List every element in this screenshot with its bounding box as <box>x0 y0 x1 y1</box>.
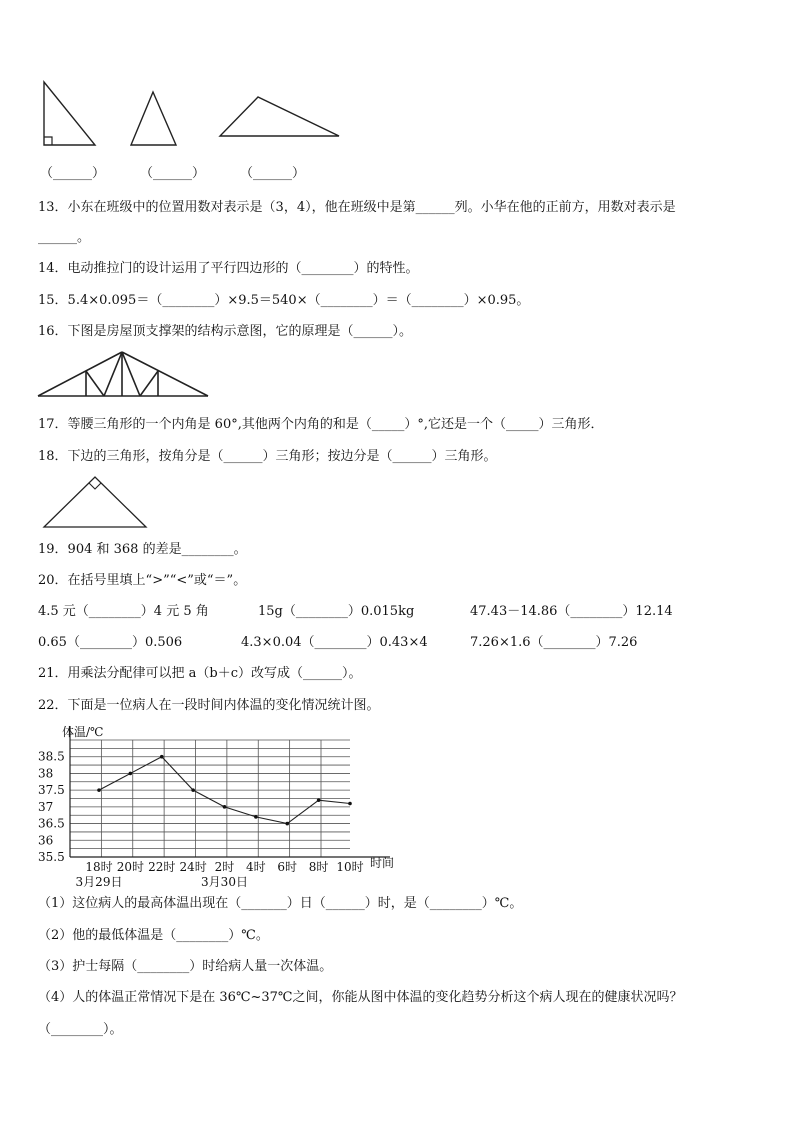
q12-blank-2[interactable]: （______） <box>140 166 206 181</box>
y-tick-label: 37.5 <box>38 783 65 798</box>
q12-blank-3[interactable]: （______） <box>240 166 306 181</box>
question-22-sub2: （2）他的最低体温是（________）℃。 <box>38 928 269 943</box>
x-tick-label: 8时 <box>308 860 329 874</box>
question-22-sub3: （3）护士每隔（________）时给病人量一次体温。 <box>38 959 333 974</box>
data-point <box>97 788 101 792</box>
data-point <box>160 755 164 759</box>
data-point <box>254 815 258 819</box>
question-20-title: 20．在括号里填上“>”“<”或“＝”。 <box>38 573 247 588</box>
x-tick-label: 4时 <box>246 860 266 874</box>
x-axis-label: 时间 <box>370 856 395 870</box>
data-point <box>191 788 195 792</box>
q20-item-1[interactable]: 4.5 元（________）4 元 5 角 <box>38 604 209 619</box>
question-22-title: 22．下面是一位病人在一段时间内体温的变化情况统计图。 <box>38 698 380 713</box>
y-tick-label: 36.5 <box>38 816 65 831</box>
data-point <box>348 802 352 806</box>
question-21: 21．用乘法分配律可以把 a（b＋c）改写成（______）。 <box>38 666 362 681</box>
question-19: 19．904 和 368 的差是________。 <box>38 542 247 557</box>
y-tick-label: 38.5 <box>38 749 65 764</box>
x-tick-label: 18时 <box>85 860 113 874</box>
x-tick-label: 2时 <box>214 860 235 874</box>
y-axis-label: 体温/℃ <box>62 725 104 739</box>
question-14: 14．电动推拉门的设计运用了平行四边形的（________）的特性。 <box>38 261 419 276</box>
q20-item-6[interactable]: 7.26×1.6（________）7.26 <box>470 635 638 650</box>
x-tick-label: 22时 <box>148 860 176 874</box>
question-22-sub4-answer[interactable]: （________）。 <box>38 1022 123 1037</box>
question-22-sub1: （1）这位病人的最高体温出现在（_______）日（______）时，是（________）℃。 <box>38 896 523 911</box>
y-tick-label: 36 <box>38 833 54 848</box>
x-tick-label: 20时 <box>116 860 145 874</box>
q20-item-2[interactable]: 15g（________）0.015kg <box>258 604 415 619</box>
y-tick-label: 38 <box>38 766 54 781</box>
date-label: 3月29日 <box>75 875 123 889</box>
question-15: 15．5.4×0.095＝（________）×9.5＝540×（________）＝（________）×0.95。 <box>38 293 530 308</box>
data-point <box>129 772 133 776</box>
q12-blank-1[interactable]: （______） <box>40 166 106 181</box>
q20-item-5[interactable]: 4.3×0.04（________）0.43×4 <box>241 635 428 650</box>
question-13-line2[interactable]: ______。 <box>38 230 91 245</box>
y-tick-label: 35.5 <box>38 850 65 864</box>
data-point <box>223 805 227 809</box>
date-label: 3月30日 <box>201 875 248 889</box>
y-tick-label: 37 <box>38 799 54 814</box>
q20-item-4[interactable]: 0.65（________）0.506 <box>38 635 183 650</box>
data-point <box>285 822 289 826</box>
question-22-sub4: （4）人的体温正常情况下是在 36℃~37℃之间，你能从图中体温的变化趋势分析这个病人现在的健康状况吗？ <box>38 990 683 1005</box>
q20-item-3[interactable]: 47.43－14.86（________）12.14 <box>470 604 673 619</box>
x-tick-label: 10时 <box>336 860 364 874</box>
question-16: 16．下图是房屋顶支撑架的结构示意图，它的原理是（______）。 <box>38 324 413 339</box>
data-point <box>317 798 321 802</box>
x-tick-label: 24时 <box>179 860 207 874</box>
question-17: 17．等腰三角形的一个内角是 60°,其他两个内角的和是（_____）°,它还是一个（_____）三角形． <box>38 417 604 432</box>
x-tick-label: 6时 <box>277 860 298 874</box>
question-18: 18．下边的三角形，按角分是（______）三角形；按边分是（______）三角形。 <box>38 449 497 464</box>
question-13-line1: 13．小东在班级中的位置用数对表示是（3，4），他在班级中是第______列。小华在他的正前方，用数对表示是 <box>38 200 676 215</box>
